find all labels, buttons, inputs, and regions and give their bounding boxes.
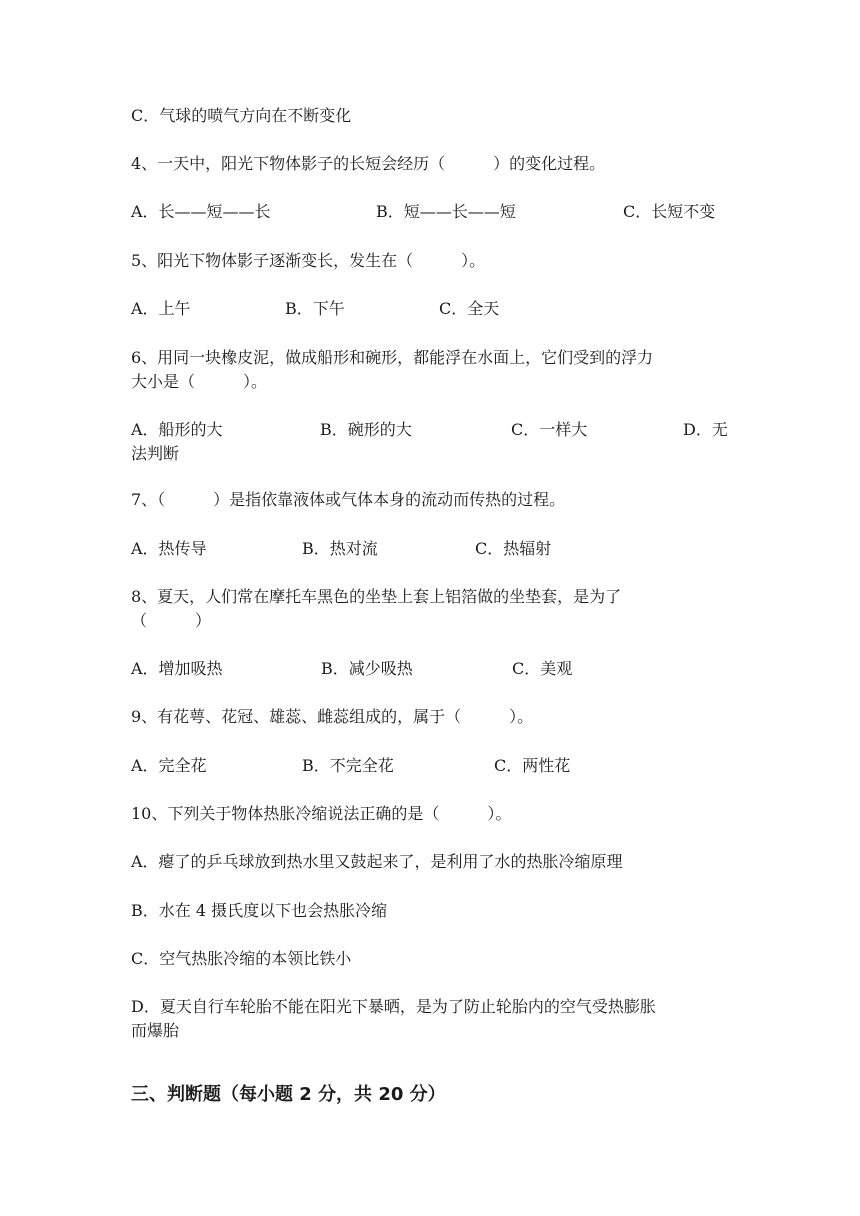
q8-stem-line1: 8、夏天，人们常在摩托车黑色的坐垫上套上铝箔做的坐垫套，是为了: [131, 587, 622, 606]
q8-option-b: B．减少吸热: [321, 659, 413, 678]
q7-stem: 7、（ ）是指依靠液体或气体本身的流动而传热的过程。: [131, 490, 566, 509]
q3-option-c: C．气球的喷气方向在不断变化: [131, 106, 352, 125]
q6-option-a: A．船形的大: [131, 420, 223, 439]
q5-option-a: A．上午: [131, 299, 191, 318]
q6-option-d-line1: D．无: [683, 420, 728, 439]
q7-option-a: A．热传导: [131, 539, 207, 558]
q9-option-a: A．完全花: [131, 756, 207, 775]
q10-option-a: A．瘪了的乒乓球放到热水里又鼓起来了，是利用了水的热胀冷缩原理: [131, 852, 623, 871]
q7-option-c: C．热辐射: [475, 539, 552, 558]
q4-option-b: B．短——长——短: [376, 202, 516, 221]
q4-option-a: A．长——短——长: [131, 202, 271, 221]
q8-stem-line2: （ ）: [131, 611, 212, 630]
q4-option-c: C．长短不变: [623, 202, 716, 221]
q10-option-d-line1: D．夏天自行车轮胎不能在阳光下暴晒，是为了防止轮胎内的空气受热膨胀: [131, 997, 656, 1016]
q6-stem-line2: 大小是（ ）。: [131, 372, 268, 391]
q6-stem-line1: 6、用同一块橡皮泥，做成船形和碗形，都能浮在水面上，它们受到的浮力: [131, 348, 654, 367]
q5-option-b: B．下午: [285, 299, 345, 318]
q7-option-b: B．热对流: [302, 539, 378, 558]
q8-option-a: A．增加吸热: [131, 659, 223, 678]
q8-option-c: C．美观: [512, 659, 573, 678]
q10-option-c: C．空气热胀冷缩的本领比铁小: [131, 949, 352, 968]
q6-option-d-line2: 法判断: [131, 444, 180, 463]
q6-option-c: C．一样大: [511, 420, 588, 439]
section-3-heading: 三、判断题（每小题 2 分，共 20 分）: [131, 1084, 446, 1105]
q6-option-b: B．碗形的大: [320, 420, 412, 439]
q10-stem: 10、下列关于物体热胀冷缩说法正确的是（ ）。: [131, 804, 512, 823]
q10-option-b: B．水在 4 摄氏度以下也会热胀冷缩: [131, 901, 388, 920]
q9-stem: 9、有花萼、花冠、雄蕊、雌蕊组成的，属于（ ）。: [131, 707, 534, 726]
q9-option-c: C．两性花: [494, 756, 571, 775]
q9-option-b: B．不完全花: [302, 756, 394, 775]
q10-option-d-line2: 而爆胎: [131, 1021, 180, 1040]
q4-stem: 4、一天中，阳光下物体影子的长短会经历（ ）的变化过程。: [131, 154, 606, 173]
q5-stem: 5、阳光下物体影子逐渐变长，发生在（ ）。: [131, 251, 486, 270]
q5-option-c: C．全天: [439, 299, 500, 318]
